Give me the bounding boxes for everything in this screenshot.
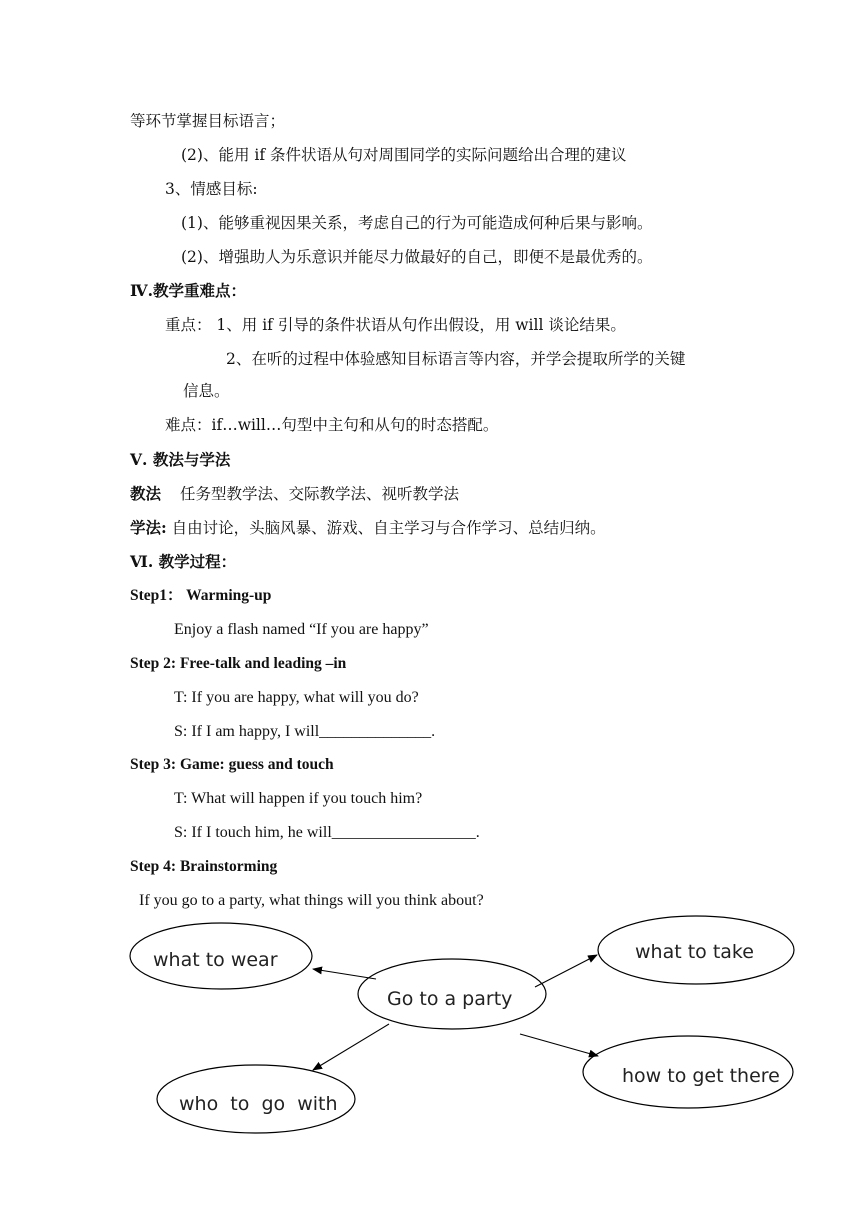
key-points-heading: Ⅳ.教学重难点： xyxy=(130,281,246,300)
teaching-method-label: 教法 xyxy=(130,484,162,503)
step4-text: If you go to a party, what things will you think about? xyxy=(139,892,484,909)
difficulty-point: 难点：if…will…句型中主句和从句的时态搭配。 xyxy=(165,416,499,434)
step1-title: Step1： Warming-up xyxy=(130,587,272,604)
node-who-to-go-with: who to go with xyxy=(179,1093,338,1115)
focus-point-2-cont: 信息。 xyxy=(183,382,230,400)
step3-teacher: T: What will happen if you touch him? xyxy=(174,790,423,807)
node-what-to-take: what to take xyxy=(635,941,754,963)
focus-point-2: 2、在听的过程中体验感知目标语言等内容，并学会提取所学的关键 xyxy=(226,350,686,368)
objective-continuation: 等环节掌握目标语言； xyxy=(130,112,286,130)
step2-teacher: T: If you are happy, what will you do? xyxy=(174,689,419,706)
step3-student: S: If I touch him, he will__________________. xyxy=(174,824,480,841)
step3-title: Step 3: Game: guess and touch xyxy=(130,756,334,773)
teaching-method-text: 任务型教学法、交际教学法、视听教学法 xyxy=(179,485,459,503)
arrow-to-what-to-wear xyxy=(313,969,376,979)
affect-objective-1: (1)、能够重视因果关系，考虑自己的行为可能造成何种后果与影响。 xyxy=(181,214,653,232)
step2-title: Step 2: Free-talk and leading –in xyxy=(130,655,347,672)
node-center: Go to a party xyxy=(387,988,513,1010)
affect-objective-heading: 3、情感目标: xyxy=(165,180,258,198)
learning-method-text: 自由讨论，头脑风暴、游戏、自主学习与合作学习、总结归纳。 xyxy=(171,519,606,537)
arrow-to-how-to-get-there xyxy=(520,1034,598,1056)
step1-text: Enjoy a flash named “If you are happy” xyxy=(174,621,429,638)
learning-method-label: 学法: xyxy=(130,518,167,537)
focus-point-1: 重点： 1、用 if 引导的条件状语从句作出假设，用 will 谈论结果。 xyxy=(165,316,626,334)
step2-student: S: If I am happy, I will______________. xyxy=(174,723,436,740)
affect-objective-2: (2)、增强助人为乐意识并能尽力做最好的自己，即便不是最优秀的。 xyxy=(181,248,653,266)
arrow-to-what-to-take xyxy=(535,955,597,987)
node-how-to-get-there: how to get there xyxy=(622,1065,780,1087)
process-heading: Ⅵ. 教学过程： xyxy=(130,552,237,571)
step4-title: Step 4: Brainstorming xyxy=(130,858,278,875)
arrow-to-who-to-go-with xyxy=(313,1024,389,1070)
node-what-to-wear: what to wear xyxy=(153,949,278,971)
skill-objective-2: (2)、能用 if 条件状语从句对周围同学的实际问题给出合理的建议 xyxy=(181,146,627,164)
methods-heading: Ⅴ. 教法与学法 xyxy=(130,450,231,469)
